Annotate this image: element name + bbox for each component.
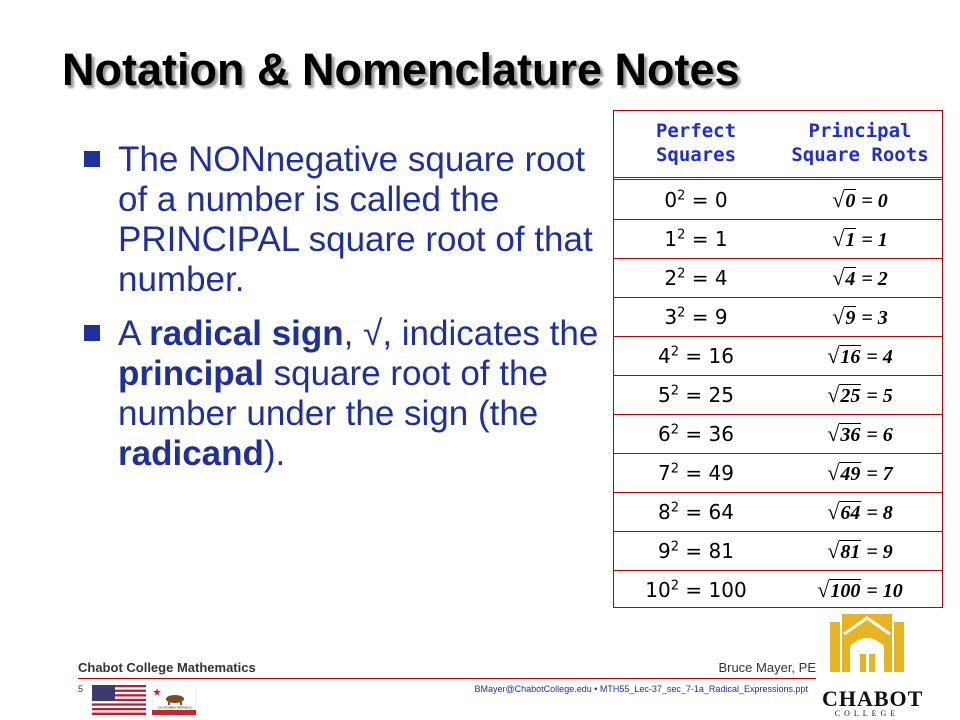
exponent: 2 [677, 187, 686, 203]
square-base: 5 [658, 382, 671, 407]
header-principal-square-roots: Principal Square Roots [791, 120, 929, 166]
radicand: 49 [840, 462, 861, 485]
radicand: 1 [845, 228, 856, 251]
square-value: 25 [708, 382, 734, 407]
square-value: 16 [708, 343, 734, 368]
square-value: 100 [708, 577, 747, 602]
equals-sign: = [861, 345, 883, 368]
exponent: 2 [670, 499, 680, 515]
square-value: 1 [714, 226, 728, 251]
radicand: 64 [840, 501, 861, 524]
square-equation [614, 461, 778, 485]
footer-author: Bruce Mayer, PE [718, 660, 816, 675]
table-row [614, 180, 942, 220]
term-radicand: radicand [118, 434, 264, 473]
radical-sign-icon: √ [832, 264, 845, 290]
square-equation [614, 266, 778, 290]
logo-chabot-text: CHABOT [822, 686, 924, 711]
radical-sign-icon: √ [832, 225, 845, 251]
perfect-squares-table [613, 110, 943, 608]
square-value: 49 [708, 460, 734, 485]
table-row [614, 531, 942, 571]
equals-sign: = [679, 421, 709, 446]
principal-root-equation [778, 382, 942, 408]
equals-sign: = [861, 423, 883, 446]
square-base: 9 [658, 538, 671, 563]
exponent: 2 [670, 577, 680, 593]
radicand: 100 [830, 579, 861, 602]
us-flag-icon [92, 685, 146, 715]
root-value: 8 [882, 501, 893, 524]
exponent: 2 [670, 382, 680, 398]
radical-sign-icon: √ [832, 303, 845, 329]
radical-sign-icon: √ [817, 576, 830, 602]
bullet-text: The NONnegative square root of a number is called the PRINCIPAL square root of that number. [118, 140, 593, 299]
equals-sign: = [685, 304, 715, 329]
california-flag-icon [152, 685, 196, 715]
square-base: 8 [658, 499, 671, 524]
radical-sign-icon: √ [827, 498, 840, 524]
principal-root-equation [778, 421, 942, 447]
footer-email-filename: BMayer@ChabotCollege.edu • MTH55_Lec-37_sec_7-1a_Radical_Expressions.ppt [474, 684, 808, 694]
square-base: 0 [664, 187, 678, 212]
equals-sign: = [679, 538, 709, 563]
root-value: 7 [882, 462, 893, 485]
square-value: 9 [714, 304, 728, 329]
table-row [614, 219, 942, 259]
exponent: 2 [670, 460, 680, 476]
table-row [614, 336, 942, 376]
square-equation [614, 539, 778, 563]
equals-sign: = [861, 540, 883, 563]
square-base: 10 [645, 577, 671, 602]
equals-sign: = [679, 343, 709, 368]
square-equation [614, 383, 778, 407]
principal-root-equation [778, 265, 942, 291]
square-value: 4 [714, 265, 728, 290]
term-radical-sign: radical sign [149, 314, 344, 353]
equals-sign: = [856, 189, 878, 212]
header-perfect-squares: Perfect Squares [655, 120, 737, 166]
equals-sign: = [856, 228, 878, 251]
root-value: 2 [877, 267, 888, 290]
bullet-text-mid2: square root of the number under the sign (the [118, 354, 548, 433]
radical-sign-icon: √ [827, 342, 840, 368]
equals-sign: = [679, 499, 709, 524]
table-row [614, 453, 942, 493]
root-value: 3 [877, 306, 888, 329]
square-equation [614, 422, 778, 446]
bullet-text-mid1: , √, indicates the [343, 314, 599, 353]
square-base: 3 [664, 304, 678, 329]
radical-sign-icon: √ [827, 420, 840, 446]
equals-sign: = [861, 384, 883, 407]
square-bullet-icon [84, 325, 100, 341]
slide-title: Notation & Nomenclature Notes [62, 44, 740, 95]
square-base: 7 [658, 460, 671, 485]
principal-root-equation [778, 304, 942, 330]
bullet-radical-sign [84, 314, 604, 474]
square-equation [614, 188, 778, 212]
radicand: 25 [840, 384, 861, 407]
equals-sign: = [861, 501, 883, 524]
exponent: 2 [677, 226, 686, 242]
square-value: 64 [708, 499, 734, 524]
equals-sign: = [685, 226, 715, 251]
radicand: 4 [845, 267, 856, 290]
equals-sign: = [861, 462, 883, 485]
table-row [614, 414, 942, 454]
principal-root-equation [778, 538, 942, 564]
equals-sign: = [685, 187, 715, 212]
radical-sign-icon: √ [827, 537, 840, 563]
equals-sign: = [679, 577, 709, 602]
footer-college: Chabot College Mathematics [78, 660, 256, 675]
logo-college-text: COLLEGE [834, 709, 900, 718]
exponent: 2 [677, 304, 686, 320]
exponent: 2 [670, 421, 680, 437]
equals-sign: = [861, 579, 883, 602]
table-row [614, 375, 942, 415]
square-base: 2 [664, 265, 678, 290]
square-value: 0 [714, 187, 728, 212]
square-equation [614, 500, 778, 524]
table-row [614, 258, 942, 298]
root-value: 5 [882, 384, 893, 407]
equals-sign: = [685, 265, 715, 290]
root-value: 0 [877, 189, 888, 212]
square-bullet-icon [84, 151, 100, 167]
square-value: 36 [708, 421, 734, 446]
exponent: 2 [677, 265, 686, 281]
radicand: 81 [840, 540, 861, 563]
root-value: 4 [882, 345, 893, 368]
equals-sign: = [679, 460, 709, 485]
principal-root-equation [778, 226, 942, 252]
square-equation [614, 344, 778, 368]
radicand: 9 [845, 306, 856, 329]
root-value: 9 [882, 540, 893, 563]
equals-sign: = [679, 382, 709, 407]
radicand: 36 [840, 423, 861, 446]
principal-root-equation [778, 460, 942, 486]
square-base: 1 [664, 226, 678, 251]
page-number: 5 [78, 684, 84, 694]
square-equation [614, 227, 778, 251]
table-row [614, 297, 942, 337]
principal-root-equation [778, 499, 942, 525]
bullet-text-post: ). [263, 434, 286, 473]
table-header [614, 111, 942, 180]
bullet-principal-definition [84, 140, 604, 300]
california-flag-label: CALIFORNIA REPUBLIC [157, 705, 193, 710]
radical-sign-icon: √ [827, 459, 840, 485]
principal-root-equation [778, 577, 942, 603]
square-base: 4 [658, 343, 671, 368]
term-principal: principal [118, 354, 264, 393]
equals-sign: = [856, 267, 878, 290]
bullet-text-pre: A [118, 314, 150, 353]
exponent: 2 [670, 538, 680, 554]
principal-root-equation [778, 187, 942, 213]
exponent: 2 [670, 343, 680, 359]
root-value: 1 [877, 228, 888, 251]
radicand: 0 [845, 189, 856, 212]
square-base: 6 [658, 421, 671, 446]
table-row [614, 492, 942, 532]
square-equation [614, 305, 778, 329]
radicand: 16 [840, 345, 861, 368]
equals-sign: = [856, 306, 878, 329]
principal-root-equation [778, 343, 942, 369]
radical-sign-icon: √ [827, 381, 840, 407]
bullet-list [84, 140, 604, 488]
square-value: 81 [708, 538, 734, 563]
radical-sign-icon: √ [832, 186, 845, 212]
root-value: 6 [882, 423, 893, 446]
footer-bar [78, 660, 816, 679]
square-equation [614, 578, 778, 602]
root-value: 10 [882, 579, 903, 602]
